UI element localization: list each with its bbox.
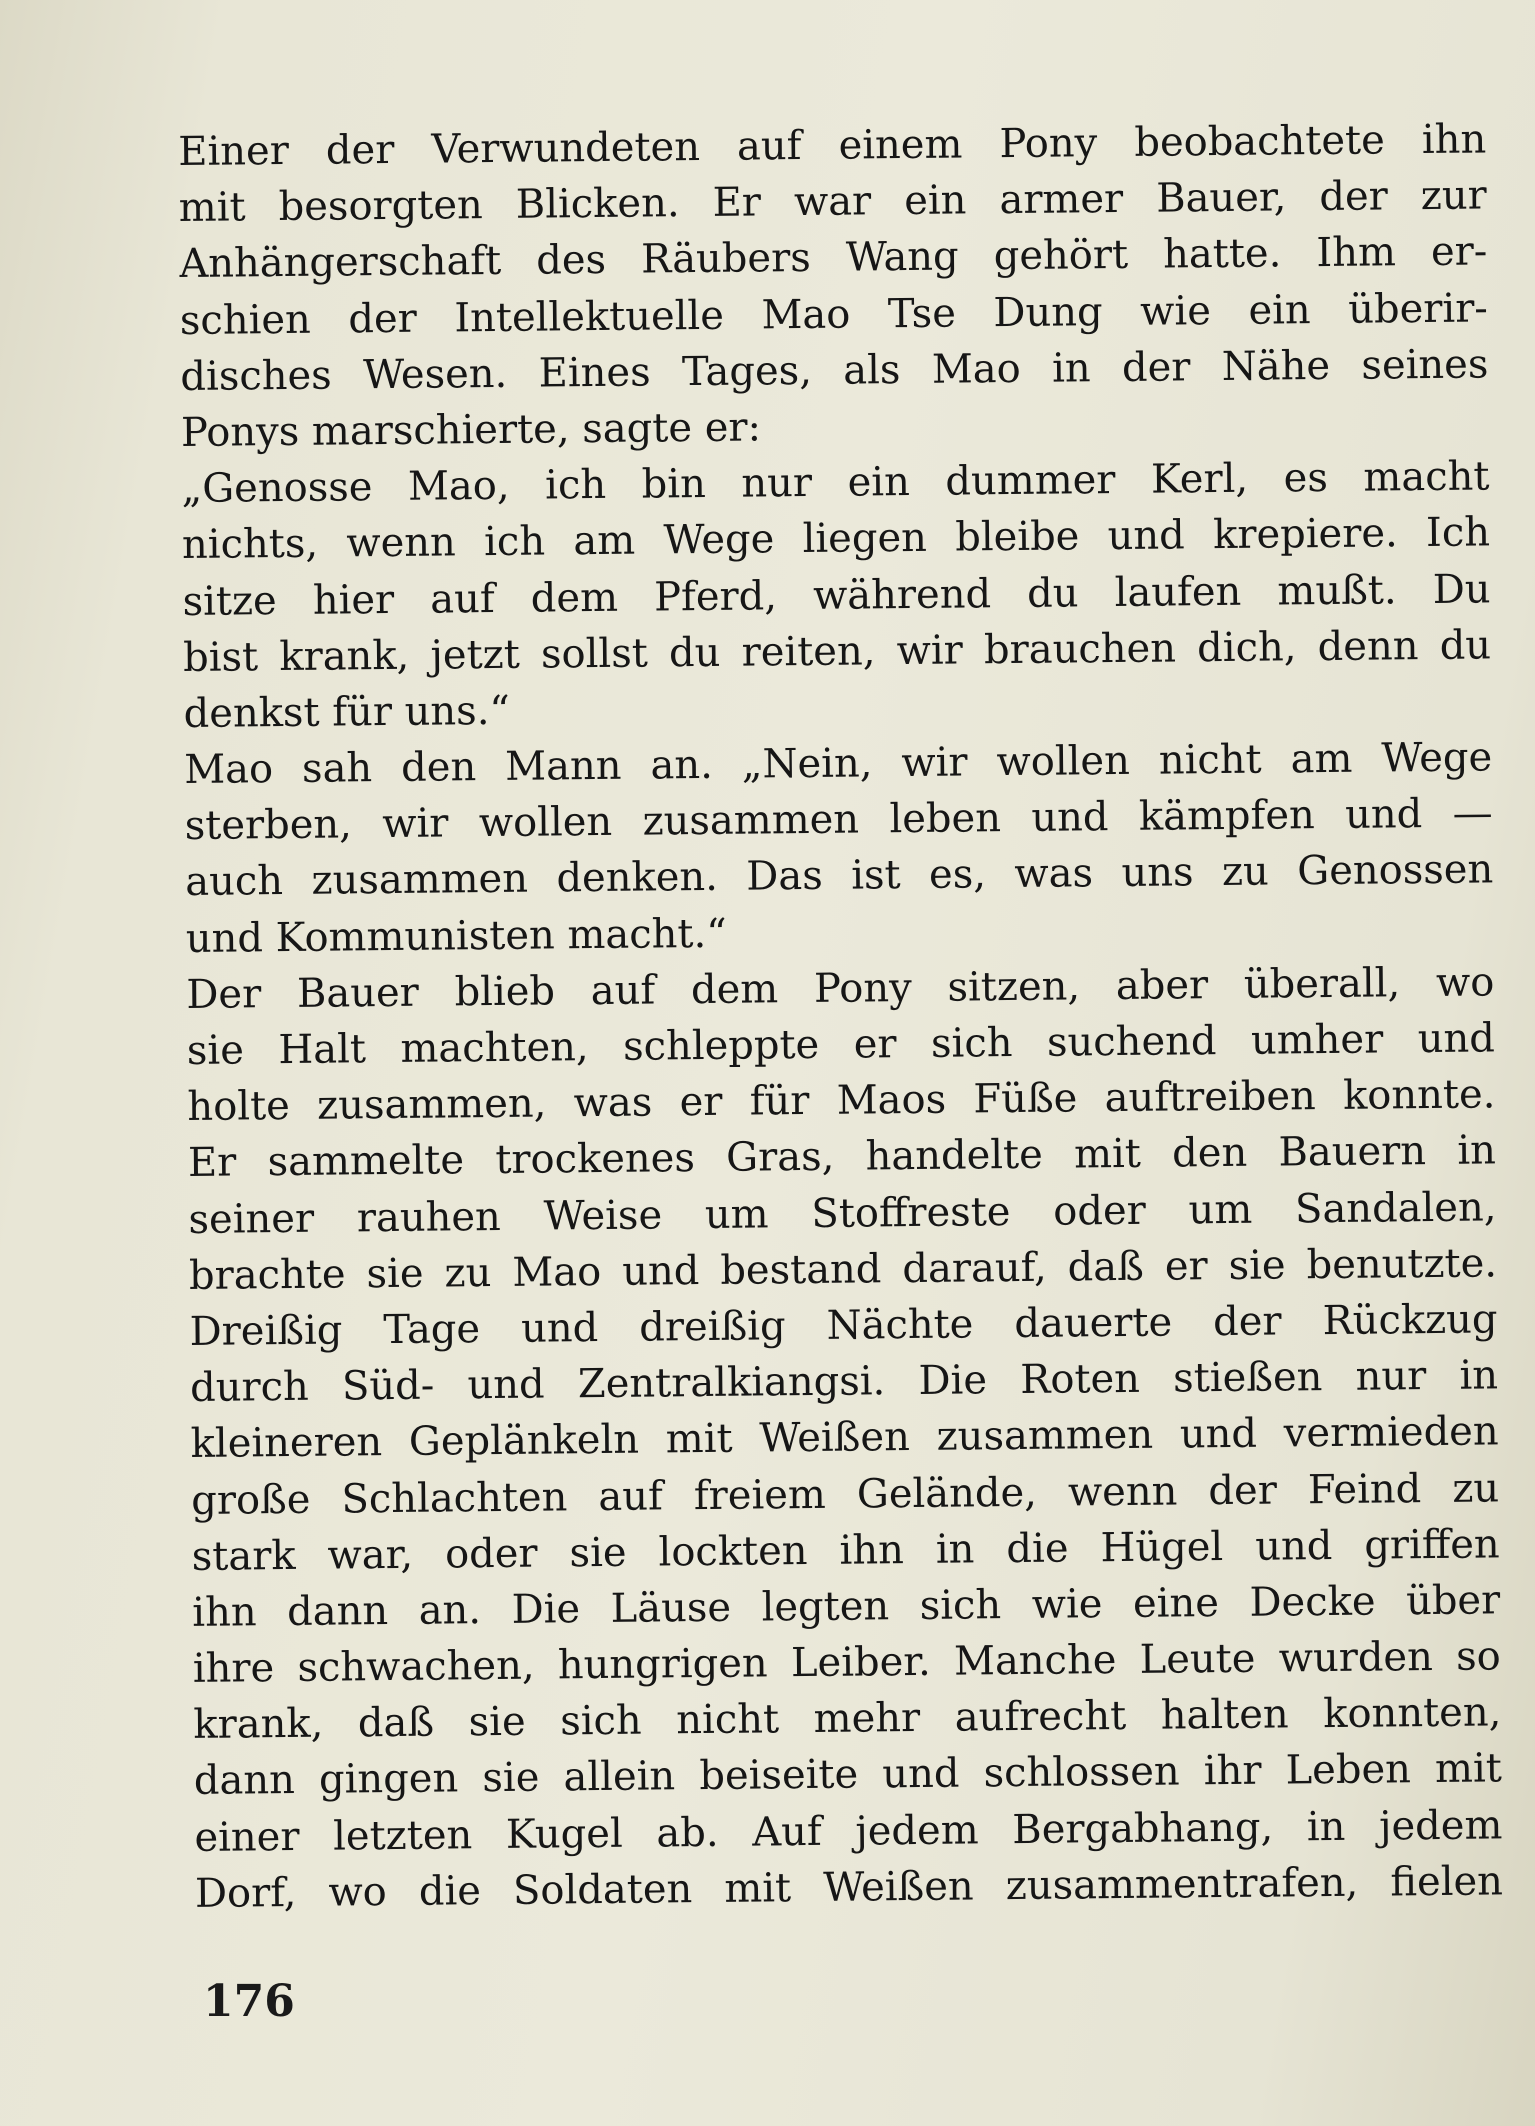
text-line: nichts, wenn ich am Wege liegen bleibe und krepiere. Ich xyxy=(181,509,1491,569)
text-line: Er sammelte trockenes Gras, handelte mit den Bauern in xyxy=(187,1127,1497,1187)
text-line: einer letzten Kugel ab. Auf jedem Bergabhang, in jedem xyxy=(194,1801,1503,1861)
text-line: Anhängerschaft des Räubers Wang gehört hatte. Ihm er- xyxy=(179,228,1488,288)
text-line: mit besorgten Blicken. Er war ein armer Bauer, der zur xyxy=(178,172,1487,232)
text-line: Dorf, wo die Soldaten mit Weißen zusammentrafen, fielen xyxy=(194,1858,1504,1917)
text-line: „Genosse Mao, ich bin nur ein dummer Kerl, es macht xyxy=(181,453,1490,513)
text-line: Mao sah den Mann an. „Nein, wir wollen nicht am Wege xyxy=(183,734,1493,794)
text-line: holte zusammen, was er für Maos Füße auftreiben konnte. xyxy=(187,1071,1496,1131)
text-line: auch zusammen denken. Das ist es, was uns zu Genossen xyxy=(185,846,1494,906)
text-line: stark war, oder sie lockten ihn in die Hügel und griffen xyxy=(191,1521,1500,1580)
text-line: Ponys marschierte, sagte er: xyxy=(180,404,762,456)
text-line: Dreißig Tage und dreißig Nächte dauerte der Rückzug xyxy=(189,1296,1498,1355)
text-line: disches Wesen. Eines Tages, als Mao in der Nähe seines xyxy=(180,341,1489,400)
text-line: große Schlachten auf freiem Gelände, wenn der Feind zu xyxy=(190,1464,1500,1524)
text-line: brachte sie zu Mao und bestand darauf, daß er sie benutzte. xyxy=(188,1240,1498,1299)
text-line: kleineren Geplänkeln mit Weißen zusammen und vermieden xyxy=(190,1408,1499,1468)
text-line: sitze hier auf dem Pferd, während du laufen mußt. Du xyxy=(182,565,1491,625)
text-line: seiner rauhen Weise um Stoffreste oder um Sandalen, xyxy=(188,1183,1497,1243)
text-line: und Kommunisten macht.“ xyxy=(185,910,727,962)
page-number: 176 xyxy=(203,1976,295,2027)
text-line: bist krank, jetzt sollst du reiten, wir brauchen dich, denn du xyxy=(182,622,1492,681)
text-line: durch Süd- und Zentralkiangsi. Die Roten stießen nur in xyxy=(189,1352,1499,1412)
text-line: Der Bauer blieb auf dem Pony sitzen, aber überall, wo xyxy=(186,959,1495,1018)
text-line: Einer der Verwundeten auf einem Pony beobachtete ihn xyxy=(178,116,1487,175)
text-line: denkst für uns.“ xyxy=(183,687,511,737)
body-text xyxy=(178,111,1503,1921)
text-line: sie Halt machten, schleppte er sich suchend umher und xyxy=(186,1015,1496,1074)
text-line: sterben, wir wollen zusammen leben und kämpfen und — xyxy=(184,790,1493,850)
text-line: dann gingen sie allein beiseite und schlossen ihr Leben mit xyxy=(193,1745,1503,1805)
text-line: schien der Intellektuelle Mao Tse Dung wie ein überir- xyxy=(179,284,1489,344)
text-line: ihre schwachen, hungrigen Leiber. Manche Leute wurden so xyxy=(192,1633,1501,1692)
text-line: ihn dann an. Die Läuse legten sich wie eine Decke über xyxy=(192,1577,1501,1636)
text-line: krank, daß sie sich nicht mehr aufrecht halten konnten, xyxy=(193,1689,1502,1749)
